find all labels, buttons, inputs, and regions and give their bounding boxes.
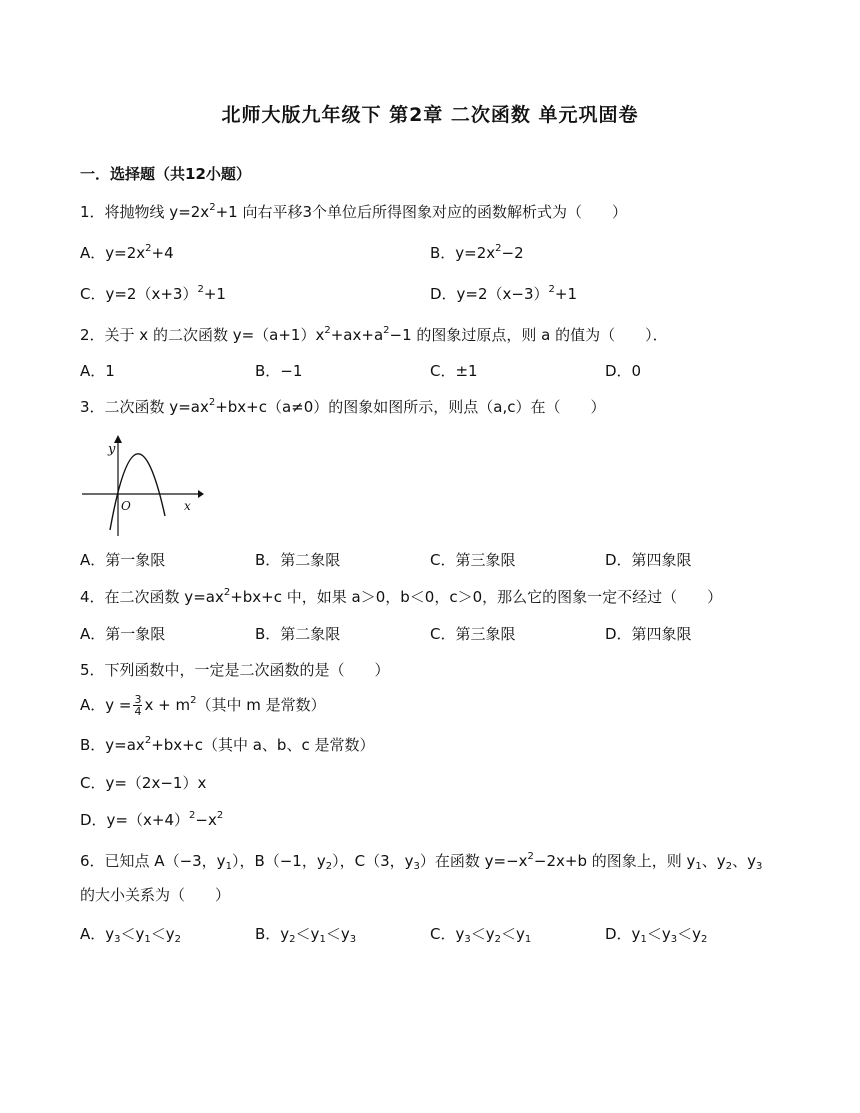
origin-label: O [121, 499, 131, 513]
y-axis-label: y [108, 442, 116, 457]
q4-option-d[interactable]: D．第四象限 [605, 625, 692, 643]
q4-option-b[interactable]: B．第二象限 [255, 625, 341, 643]
question-1-stem: 1．将抛物线 $y=2x^2+1$ 向右平移3个单位后所得图象对应的函数解析式为（ ） [80, 202, 627, 221]
q1-option-a[interactable]: A．$y=2x^2+4$ [80, 243, 174, 262]
q5-option-b[interactable]: B．$y=ax^2+bx+c$（其中 a、b、c 是常数） [80, 735, 375, 754]
fraction-three-quarters: $\frac{3}{4}$ [134, 693, 142, 718]
q1-option-d[interactable]: D．$y=2(x-3)^2+1$ [430, 284, 578, 303]
document-title: 北师大版九年级下 第2章 二次函数 单元巩固卷 [221, 104, 639, 126]
q2-option-a[interactable]: A．1 [80, 362, 115, 380]
question-4-stem: 4．在二次函数 $y=ax^2+bx+c$ 中，如果 a＞0，b＜0，c＞0，那么它的图象一定不经过（ ） [80, 587, 723, 606]
q5-option-a[interactable]: A．y = $\frac{3}{4}$ $x + m^2$（其中 m 是常数） [80, 693, 326, 718]
q2-option-d[interactable]: D．0 [605, 362, 642, 380]
question-6-stem: 6．已知点 A（−3，$y_1$），B（−1，$y_2$），C（3，$y_3$）在函数 $y=-x^2-2x+b$ 的图象上，则 $y_1$、$y_2$、$y_3$ [80, 851, 763, 872]
q3-option-d[interactable]: D．第四象限 [605, 551, 692, 569]
q1-option-b[interactable]: B．$y=2x^2-2$ [430, 243, 524, 262]
q3-option-a[interactable]: A．第一象限 [80, 551, 166, 569]
q2-option-b[interactable]: B．−1 [255, 362, 303, 380]
q3-option-b[interactable]: B．第二象限 [255, 551, 341, 569]
q5-option-d[interactable]: D．$y=(x+4)^2-x^2$ [80, 810, 224, 829]
parabola-figure [80, 430, 205, 540]
q2-option-c[interactable]: C．±1 [430, 362, 478, 380]
q4-option-c[interactable]: C．第三象限 [430, 625, 516, 643]
question-5-stem: 5．下列函数中，一定是二次函数的是（ ） [80, 661, 390, 679]
q6-option-d[interactable]: D．$y_1<y_3<y_2$ [605, 925, 708, 945]
q3-option-c[interactable]: C．第三象限 [430, 551, 516, 569]
q6-option-b[interactable]: B．$y_2<y_1<y_3$ [255, 925, 357, 945]
x-axis-label: x [184, 499, 191, 513]
q5-option-c[interactable]: C．y=（2x−1）x [80, 774, 207, 792]
question-6-stem-continued: 的大小关系为（ ） [80, 886, 231, 904]
question-3-stem: 3．二次函数 $y=ax^2+bx+c(a\ne 0)$的图象如图所示，则点（a,c）在（ ） [80, 397, 606, 416]
section-heading: 一．选择题（共12小题） [80, 165, 251, 183]
q6-option-a[interactable]: A．$y_3<y_1<y_2$ [80, 925, 182, 945]
q4-option-a[interactable]: A．第一象限 [80, 625, 166, 643]
q1-option-c[interactable]: C．$y=2(x+3)^2+1$ [80, 284, 226, 303]
q6-option-c[interactable]: C．$y_3<y_2<y_1$ [430, 925, 532, 945]
question-2-stem: 2．关于 x 的二次函数 $y=(a+1)x^2+ax+a^2-1$ 的图象过原点，则 a 的值为（ ）． [80, 325, 668, 344]
x-axis-arrow [198, 490, 204, 498]
